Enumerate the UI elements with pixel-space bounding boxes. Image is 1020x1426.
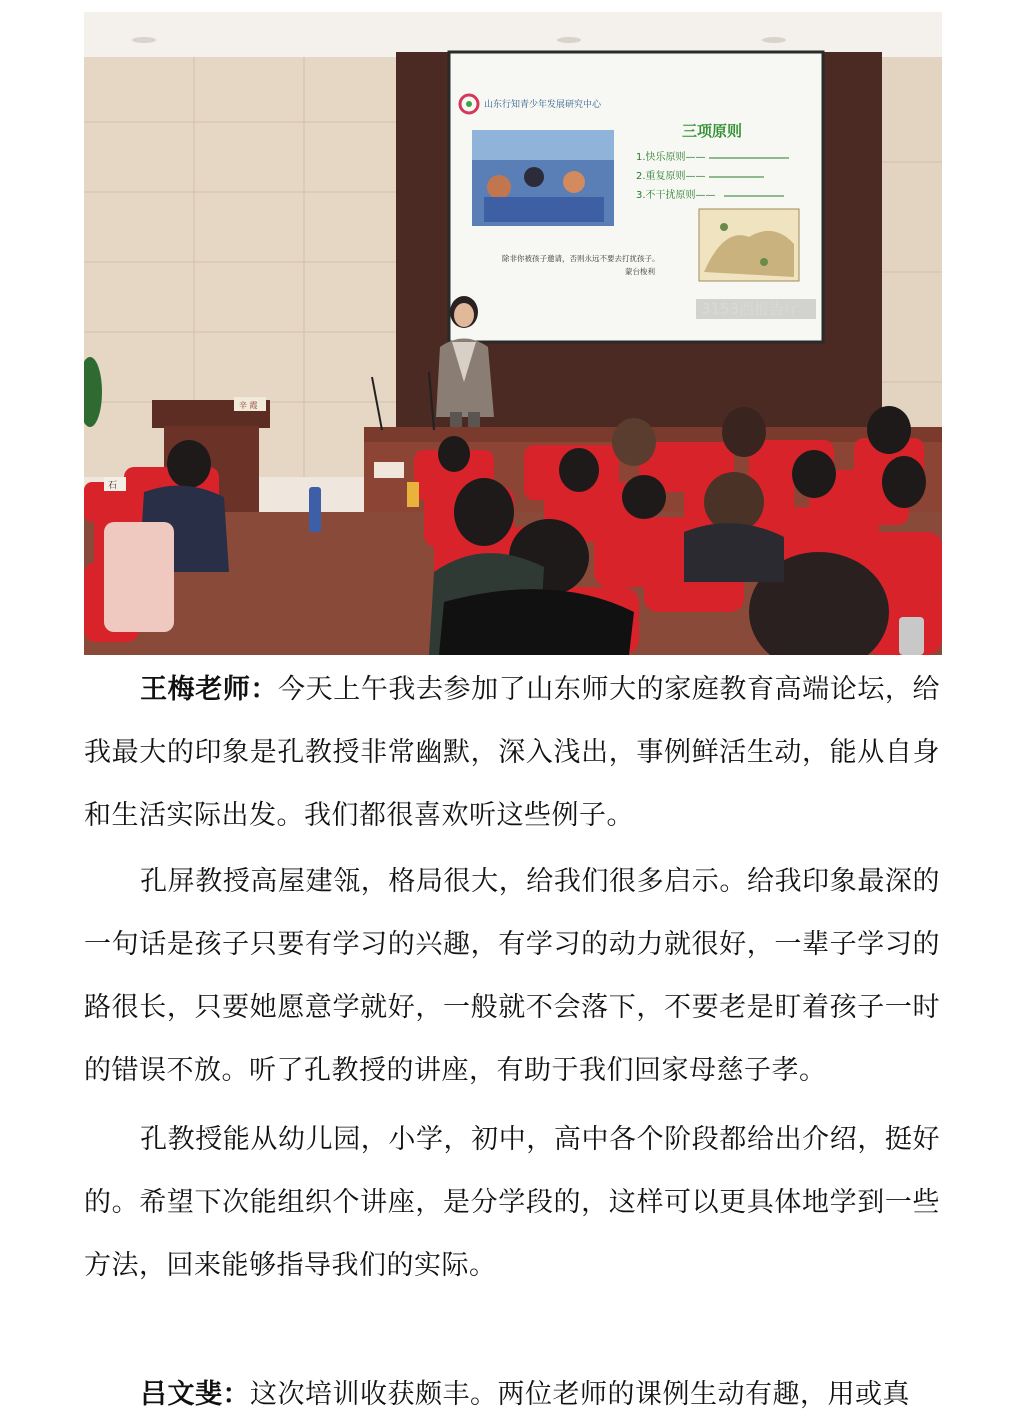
slide-room-label: 3153西报告厅 [701,300,800,318]
slide-rule-3: 3.不干扰原则—— [636,190,716,201]
slide-rule-1: 1.快乐原则—— [636,152,706,163]
slide-rule-2: 2.重复原则—— [636,171,706,182]
paragraph-text: 今天上午我去参加了山东师大的家庭教育高端论坛，给我最大的印象是孔教授非常幽默，深入浅出，事例鲜活生动，能从自身和生活实际出发。我们都很喜欢听这些例子。 [84,674,941,831]
paragraph-text: 孔教授能从幼儿园，小学，初中，高中各个阶段都给出介绍，挺好的。希望下次能组织个讲座，是分学段的，这样可以更具体地学到一些方法，回来能够指导我们的实际。 [84,1124,940,1281]
paragraph-text: 孔屏教授高屋建瓴，格局很大，给我们很多启示。给我印象最深的一句话是孩子只要有学习的兴趣，有学习的动力就很好，一辈子学习的路很长，只要她愿意学就好，一般就不会落下，不要老是盯着孩子一时的错误不放。听了孔教授的讲座，有助于我们回家母慈子孝。 [84,866,940,1086]
lecture-hall-photo [84,12,942,655]
seat-label: 石 [108,481,118,491]
paragraph-text: 这次培训收获颇丰。两位老师的课例生动有趣，用或真 [250,1379,910,1410]
slide-org-name: 山东行知青少年发展研究中心 [484,100,602,110]
paragraph-3 [84,1108,940,1297]
speaker-name: 吕文斐： [140,1379,250,1410]
slide-heading: 三项原则 [682,122,743,140]
name-plate: 辛 霞 [239,401,258,410]
paragraph-1 [84,658,940,847]
paragraph-2 [84,850,940,1102]
slide-quote-author: 蒙台梭利 [625,267,655,276]
slide-quote: 除非你被孩子邀请，否则永远不要去打扰孩子。 [502,254,660,263]
speaker-name: 王梅老师： [140,674,279,705]
